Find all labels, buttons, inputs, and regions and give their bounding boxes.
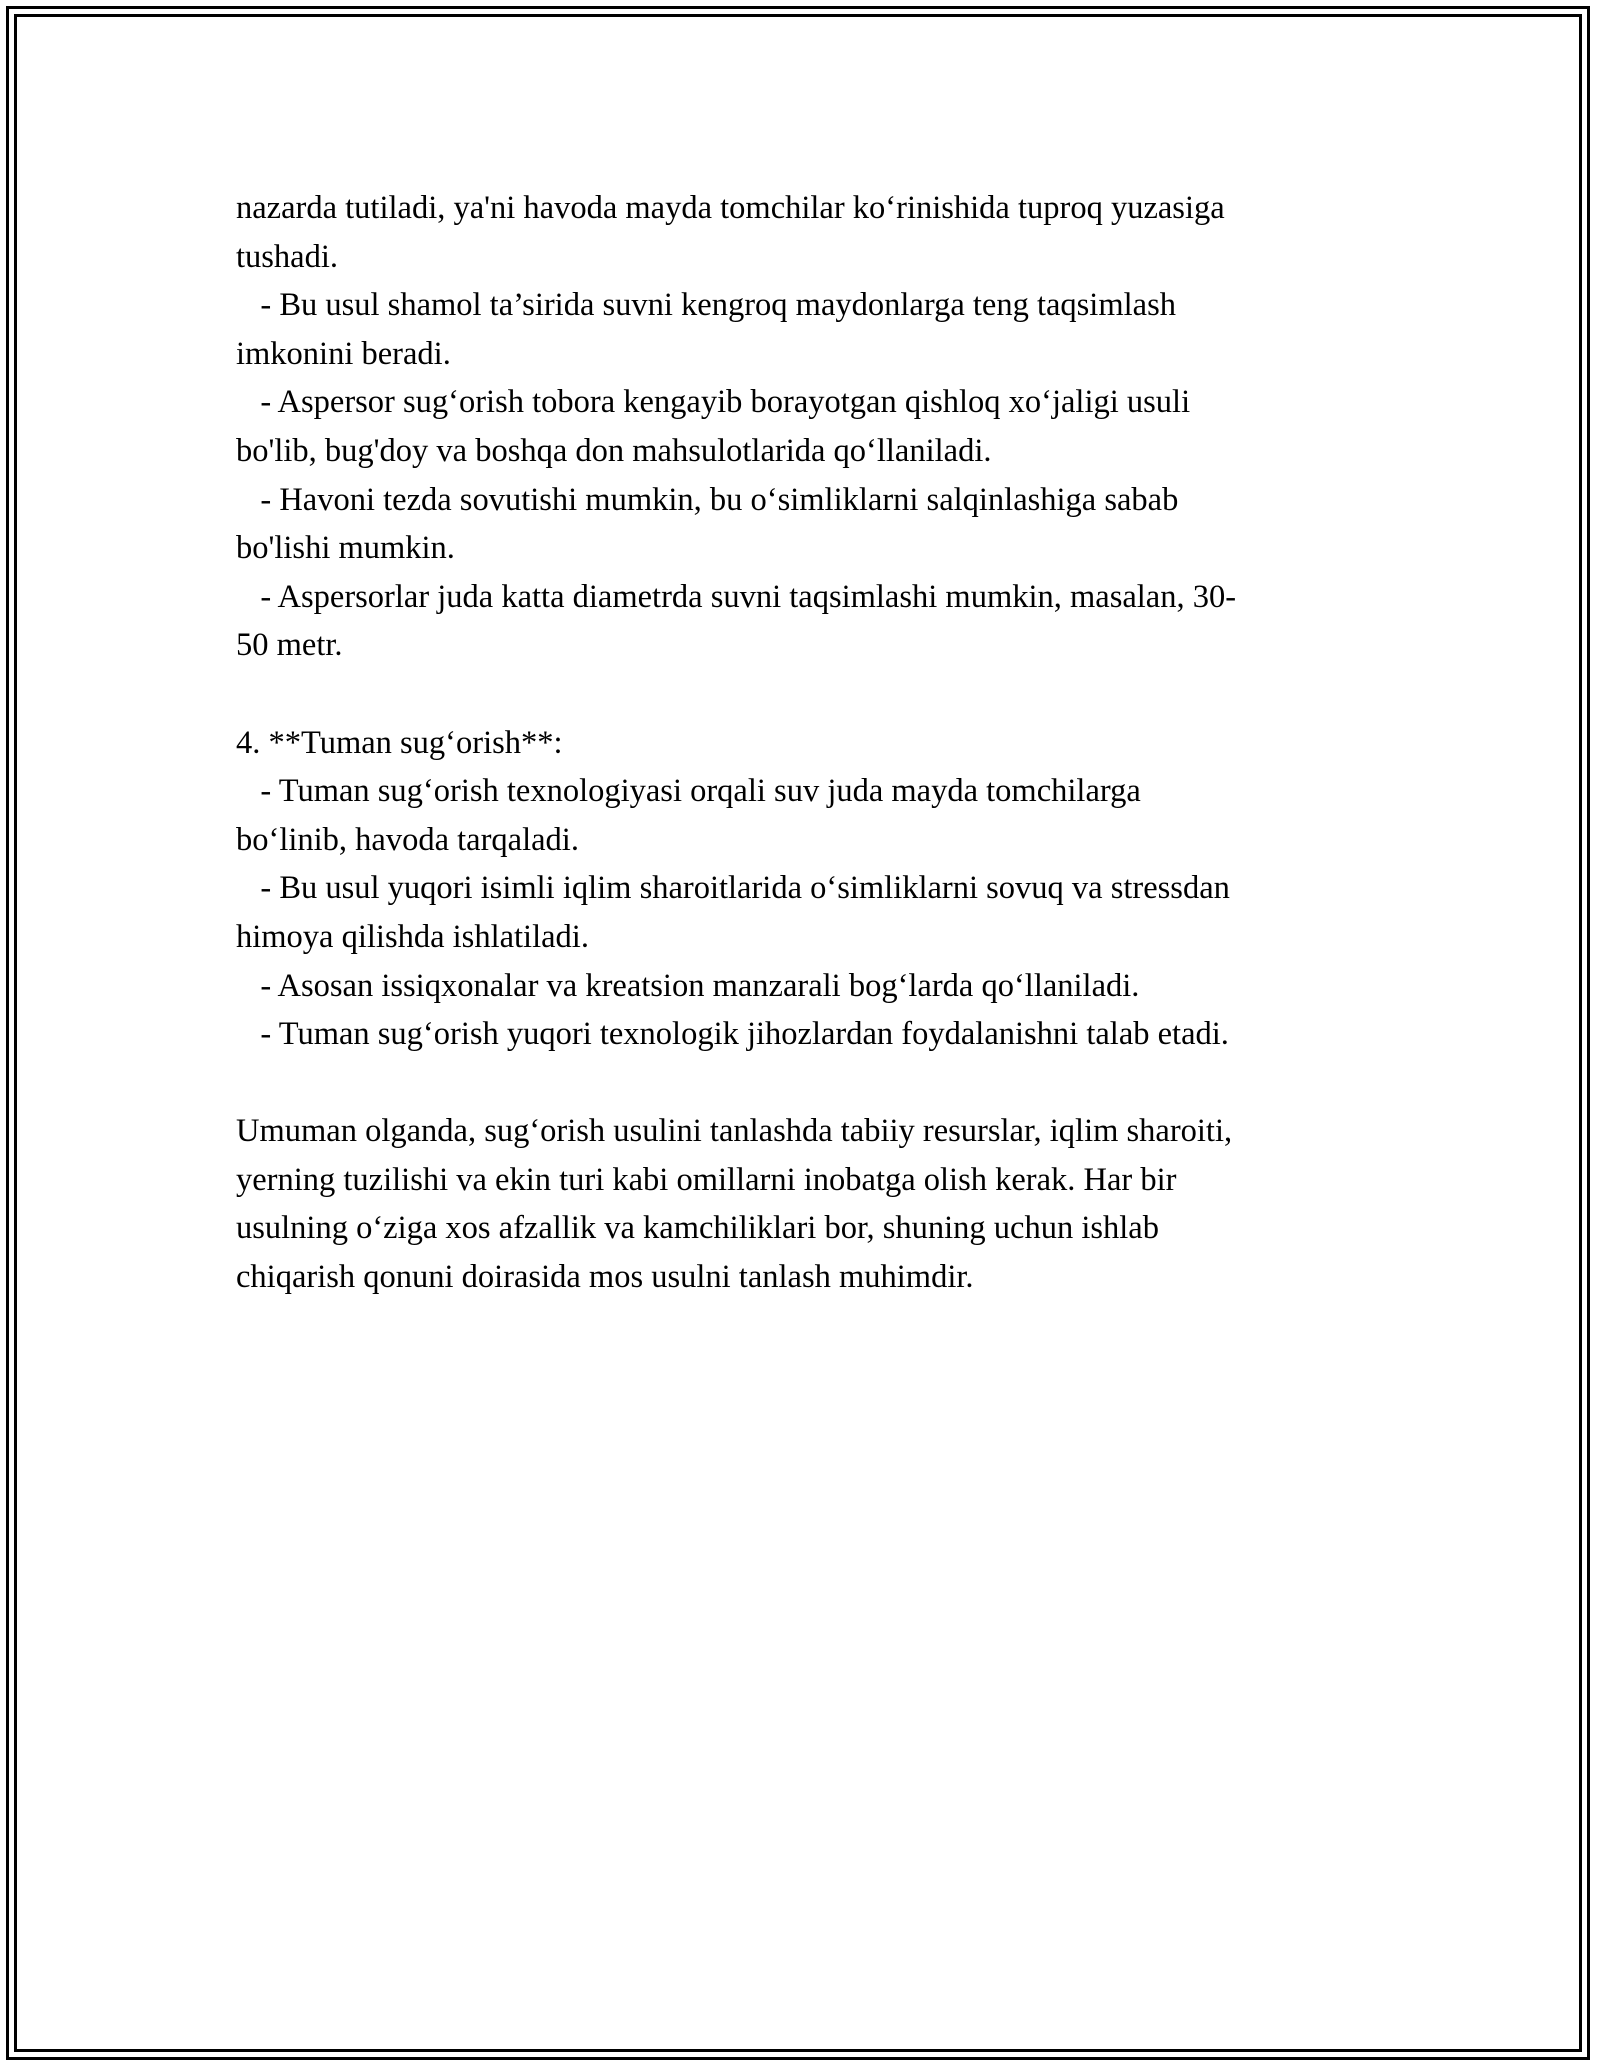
text-line: - Bu usul yuqori isimli iqlim sharoitlarida o‘simliklarni sovuq va stressdan [236, 870, 1230, 907]
text-line: - Bu usul shamol ta’sirida suvni kengroq maydonlarga teng taqsimlash [236, 287, 1176, 324]
text-line: yerning tuzilishi va ekin turi kabi omillarni inobatga olish kerak. Har bir [236, 1161, 1177, 1198]
text-line: - Tuman sug‘orish texnologiyasi orqali suv juda mayda tomchilarga [236, 773, 1141, 810]
section-heading: 4. **Tuman sug‘orish**: [236, 724, 563, 761]
text-line: - Aspersor sug‘orish tobora kengayib borayotgan qishloq xo‘jaligi usuli [236, 384, 1191, 421]
paragraph-gap [236, 670, 1396, 719]
text-line: bo'lib, bug'doy va boshqa don mahsulotlarida qo‘llaniladi. [236, 432, 992, 469]
text-line: nazarda tutiladi, ya'ni havoda mayda tomchilar ko‘rinishida tuproq yuzasiga [236, 190, 1225, 226]
text-line: imkonini beradi. [236, 335, 451, 372]
text-line: - Aspersorlar juda katta diametrda suvni taqsimlashi mumkin, masalan, 30- [236, 578, 1237, 615]
text-line: tushadi. [236, 238, 339, 275]
text-line: himoya qilishda ishlatiladi. [236, 918, 589, 955]
text-line: bo'lishi mumkin. [236, 530, 455, 567]
text-line: usulning o‘ziga xos afzallik va kamchiliklari bor, shuning uchun ishlab [236, 1210, 1159, 1247]
text-line: 50 metr. [236, 627, 343, 664]
document-body [236, 184, 1396, 1302]
text-line: chiqarish qonuni doirasida mos usulni tanlash muhimdir. [236, 1259, 974, 1296]
text-line: Umuman olganda, sug‘orish usulini tanlashda tabiiy resurslar, iqlim sharoiti, [236, 1113, 1233, 1150]
text-line: - Tuman sug‘orish yuqori texnologik jihozlardan foydalanishni talab etadi. [236, 1016, 1229, 1053]
text-line: - Asosan issiqxonalar va kreatsion manzarali bog‘larda qo‘llaniladi. [236, 967, 1140, 1004]
paragraph-gap [236, 1059, 1396, 1108]
text-line: - Havoni tezda sovutishi mumkin, bu o‘simliklarni salqinlashiga sabab [236, 481, 1179, 518]
text-line: bo‘linib, havoda tarqaladi. [236, 821, 579, 858]
